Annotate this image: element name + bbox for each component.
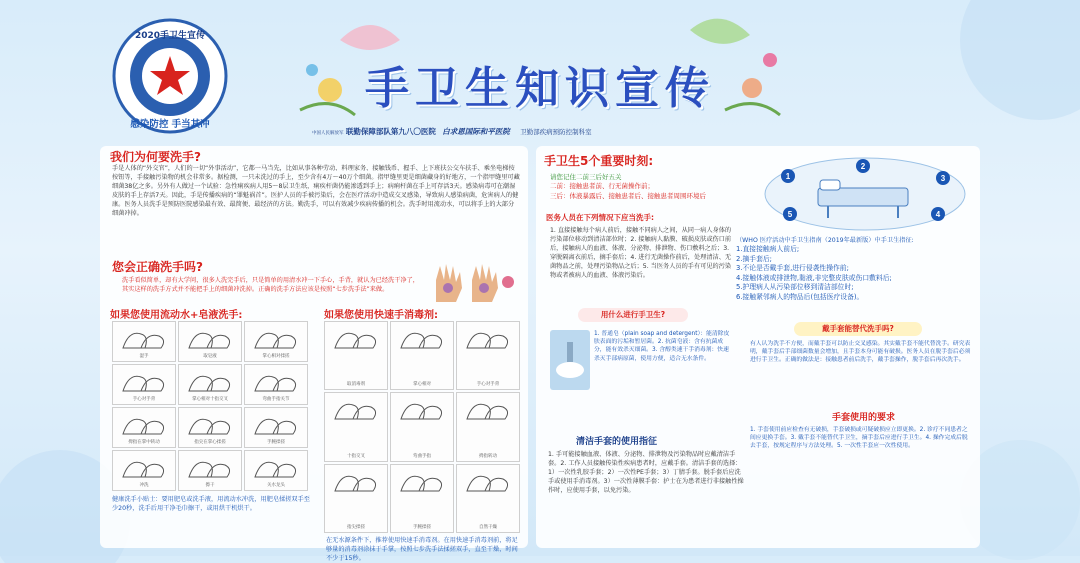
how-heading: 您会正确洗手吗? bbox=[112, 260, 203, 274]
hand-illustration-icon bbox=[463, 326, 513, 352]
flow-water-note: 健康洗手小贴士：要用肥皂或洗手液，用流动水冲洗，用肥皂揉搓双手至少20秒，洗手后用干净毛巾擦干，或用烘干机烘干。 bbox=[112, 496, 310, 512]
flow_water-step-caption: 弯曲手指关节 bbox=[262, 397, 290, 402]
hand-illustration-icon bbox=[331, 397, 381, 423]
flow_water-step-caption: 擦干 bbox=[205, 483, 215, 488]
hospital-department: 卫勤部疾病预防控制科室 bbox=[520, 128, 592, 136]
who-item-3: 3.不论是否戴手套,进行侵袭性操作前; bbox=[736, 264, 849, 272]
flow_water-step-caption: 手腕揉搓 bbox=[267, 440, 285, 445]
hand-illustration-icon bbox=[331, 326, 381, 352]
require-text: 1. 手套使用前应检查有无破损，手套破损或可疑破损应立即更换。2. 诊疗不同患者之间应更换手套。3. 戴手套不能替代手卫生，摘手套后应进行手卫生。4. 操作完成后脱去手套，按规定程序与方法处理。5. 一次性手套应一次性使用。 bbox=[750, 427, 968, 450]
badge-slogan: 感染防控 手当其冲 bbox=[130, 119, 210, 130]
flow_water-step-cell bbox=[112, 450, 176, 491]
flow_water-step-cell bbox=[112, 407, 176, 448]
staff-heading: 医务人员在下列情况下应当洗手: bbox=[546, 213, 654, 222]
rub-note: 在无水源条件下，推荐使用快速手消毒剂。在用快速手消毒剂前，将足够量的消毒剂涂抹于手掌，按照七步洗手法揉搓双手，直至干燥，时间不少于15秒。 bbox=[326, 537, 518, 562]
rub-step-caption: 指尖揉搓 bbox=[347, 525, 365, 530]
hands-icon bbox=[426, 262, 518, 306]
badge-year: 1937 bbox=[161, 98, 179, 105]
rub-step-cell bbox=[324, 321, 388, 390]
rub-step-cell bbox=[324, 392, 388, 461]
replace-heading: 戴手套能替代洗手吗? bbox=[794, 322, 922, 336]
rub-step-caption: 弯曲手指 bbox=[413, 453, 431, 459]
flow_water-step-cell bbox=[244, 407, 308, 448]
rub-step-cell bbox=[456, 321, 520, 390]
who-box bbox=[736, 236, 972, 316]
right-panel bbox=[536, 146, 980, 548]
hand-illustration-icon bbox=[251, 412, 301, 438]
staff-list: 1. 直接接触每个病人前后，接触不同病人之间，从同一病人身体的污染部位移动到清洁部位时；2. 接触病人黏膜、破损皮肤或伤口前后，接触病人的血液、体液、分泌物、排泄物、伤口敷料之后；3. 穿脱隔离衣前后，摘手套后；4. 进行无菌操作前后，处理清洁、无菌物品之前，处理污染物品之后；5. 当医务人员的手有可见的污染物或者被病人的血液、体液污染后。 bbox=[550, 227, 732, 279]
hospital-name: 联勤保障部队第九八〇医院 bbox=[345, 127, 436, 136]
rub-step-caption: 手腕揉搓 bbox=[413, 525, 431, 530]
moments-heading: 手卫生5个重要时刻: bbox=[544, 154, 654, 168]
who-item-1: 1.直接接触病人前后; bbox=[736, 245, 800, 253]
diagram-label-4: 4 bbox=[935, 210, 941, 219]
flow_water-step-caption: 掌心相对十指交叉 bbox=[192, 397, 228, 402]
gloves-heading: 清洁手套的使用指征 bbox=[576, 437, 658, 447]
flow_water-step-caption: 取皂液 bbox=[203, 354, 217, 359]
hand-illustration-icon bbox=[397, 326, 447, 352]
rub-heading: 如果您使用快速手消毒剂: bbox=[324, 310, 438, 321]
sink-photo-icon bbox=[550, 330, 590, 390]
who-title: （WHO 医疗活动中手卫生指南（2019年最新版）中手卫生指征: bbox=[736, 237, 914, 244]
flow_water-step-caption: 掌心相对揉搓 bbox=[262, 354, 290, 359]
rub-step-cell bbox=[390, 321, 454, 390]
moments-line-2: 二前：接触患者前、行无菌操作前； bbox=[550, 182, 654, 190]
flow_water-step-cell bbox=[178, 450, 242, 491]
flow-water-steps-grid bbox=[112, 321, 308, 491]
rub-step-cell bbox=[324, 464, 388, 533]
flow_water-step-caption: 湿手 bbox=[139, 354, 149, 359]
left-panel bbox=[100, 146, 528, 562]
rub-step-caption: 自然干燥 bbox=[479, 525, 497, 530]
hand-illustration-icon bbox=[251, 326, 301, 352]
who-item-6: 6.接触紧邻病人的物品后(包括医疗设备)。 bbox=[736, 292, 864, 301]
hospital-name-cursive: 白求恩国际和平医院 bbox=[442, 127, 510, 136]
hand-illustration-icon bbox=[119, 369, 169, 395]
gloves-text: 1. 手可能接触血液、体液、分泌物、排泄物及污染物品时应戴清洁手套。2. 工作人员接触传染性疾病患者时，应戴手套。清洁手套的选择：1）一次性乳胶手套；2）一次性PE手套；3）丁腈手套。脱手套后应洗手或使用手消毒剂。3）一次性薄膜手套：护士在为患者进行非接触性操作时，应使用手套，以免污染。 bbox=[548, 451, 744, 494]
flow_water-step-caption: 拇指在掌中转动 bbox=[128, 440, 160, 445]
rub-step-cell bbox=[390, 392, 454, 461]
hand-illustration-icon bbox=[119, 455, 169, 481]
when-heading: 用什么进行手卫生? bbox=[578, 308, 688, 322]
hospital-badge bbox=[100, 14, 240, 136]
why-heading: 我们为何要洗手? bbox=[110, 150, 201, 164]
hand-illustration-icon bbox=[331, 469, 381, 495]
flow_water-step-cell bbox=[112, 321, 176, 362]
flow_water-step-caption: 冲洗 bbox=[139, 483, 149, 488]
hospital-line bbox=[312, 126, 772, 144]
hand-illustration-icon bbox=[251, 369, 301, 395]
diagram-label-5: 5 bbox=[787, 210, 793, 219]
hand-illustration-icon bbox=[251, 455, 301, 481]
flow_water-step-cell bbox=[244, 321, 308, 362]
rub-step-caption: 十指交叉 bbox=[347, 453, 365, 459]
hand-illustration-icon bbox=[119, 326, 169, 352]
replace-text: 有人认为洗手不方便，而戴手套可以防止交叉感染。其实戴手套不能代替洗手。研究表明，戴手套后手部细菌数量会增加，且手套本身可能有破损。医务人员在脱手套后必须进行手卫生。正确的做法是：接触患者前后洗手，戴手套操作，脱手套后再次洗手。 bbox=[750, 341, 971, 364]
hand-illustration-icon bbox=[185, 455, 235, 481]
hand-illustration-icon bbox=[397, 469, 447, 495]
hand-illustration-icon bbox=[463, 469, 513, 495]
page-title: 手卫生知识宣传 bbox=[365, 63, 715, 114]
hand-illustration-icon bbox=[119, 412, 169, 438]
require-heading: 手套使用的要求 bbox=[832, 413, 896, 423]
when-box bbox=[546, 308, 732, 418]
flow_water-step-caption: 指尖在掌心揉搓 bbox=[194, 440, 226, 445]
hand-illustration-icon bbox=[185, 412, 235, 438]
who-item-2: 2.摘手套后; bbox=[736, 254, 772, 263]
rub-step-caption: 手心对手背 bbox=[476, 382, 500, 388]
rub-steps-grid bbox=[324, 321, 520, 533]
who-item-5: 5.护理病人从污染部位移到清洁部位时; bbox=[736, 283, 854, 291]
rub-step-cell bbox=[456, 464, 520, 533]
flow_water-step-cell bbox=[178, 321, 242, 362]
flow_water-step-cell bbox=[178, 364, 242, 405]
when-text: 1. 普通皂（plain soap and detergent）：能清除皮肤表面的污垢和暂居菌。2. 抗菌皂液：含有抗菌成分，能有效杀灭细菌。3. 含醇类速干手消毒剂：快速杀灭手部病原菌，使用方便，适合无水条件。 bbox=[594, 331, 730, 362]
rub-step-caption: 拇指转动 bbox=[479, 453, 497, 459]
who-item-4: 4.接触体液或排泄物,黏液,非完整皮肤或伤口敷料后; bbox=[736, 273, 892, 282]
flow_water-step-cell bbox=[244, 364, 308, 405]
flow_water-step-cell bbox=[178, 407, 242, 448]
moments-line-3: 三后：体液暴露后、接触患者后、接触患者周围环境后 bbox=[550, 192, 706, 200]
diagram-label-1: 1 bbox=[785, 172, 791, 181]
hospital-small-label: 中国人民解放军 bbox=[312, 131, 344, 136]
how-text: 洗手看似简单，却有大学问，很多人洗完手后，只是简单的用清水冲一下手心，手背，就认为已经洗干净了，其实这样的洗手方式并不能把手上的细菌冲洗掉。正确的洗手方法应该是按照“七步洗手法”来做。 bbox=[122, 277, 419, 293]
hand-illustration-icon bbox=[185, 369, 235, 395]
flow-water-heading: 如果您使用流动水+皂液洗手: bbox=[110, 310, 243, 321]
moments-line-1: 请您记住二前三后好五关 bbox=[550, 173, 622, 181]
flow_water-step-cell bbox=[112, 364, 176, 405]
flow_water-step-caption: 手心对手背 bbox=[132, 397, 156, 402]
why-paragraph: 手是人体的“外交官”，人们的一切“外事活动”，它都一马当先，比如从事各种劳动、料理家务、接触钱币、握手、上下班扶公交车扶手、乘坐电梯按按钮等，手接触污染物的机会非常多。据检测，一只未洗过的手上，至少含有4万～40万个细菌。指甲缝里更是细菌藏身的好地方，一个指甲缝里可藏细菌38亿之多。另外有人做过一个试验：急性痢疾病人用5～8层卫生纸，痢疾杆菌仍能渗透到手上；病痢杆菌在手上可存活3天。感染病毒可在潮湿皮肤的手上存活7天。因此，手是传播疾病的“罪魁祸首”。医护人员的手被污染后，会在医疗活动中造成交叉感染，导致病人感染病菌，危害病人的健康。医务人员洗手是预防医院感染最有效、最简便、最经济的方法。勤洗手，可以有效减少疾病传播的机会。洗手时用流动水，可以将手上的大部分细菌冲掉。 bbox=[112, 165, 520, 217]
badge-top-text: 2020手卫生宣传 bbox=[134, 31, 206, 41]
flow_water-step-cell bbox=[244, 450, 308, 491]
flow_water-step-caption: 关水龙头 bbox=[267, 483, 285, 488]
patient-bed-diagram-icon bbox=[758, 152, 972, 236]
rub-step-cell bbox=[456, 392, 520, 461]
rub-step-caption: 取消毒剂 bbox=[347, 382, 365, 388]
diagram-label-3: 3 bbox=[940, 174, 946, 183]
rub-step-caption: 掌心相对 bbox=[413, 382, 431, 388]
diagram-label-2: 2 bbox=[860, 162, 866, 171]
hand-illustration-icon bbox=[397, 397, 447, 423]
hand-illustration-icon bbox=[463, 397, 513, 423]
rub-step-cell bbox=[390, 464, 454, 533]
hand-illustration-icon bbox=[185, 326, 235, 352]
